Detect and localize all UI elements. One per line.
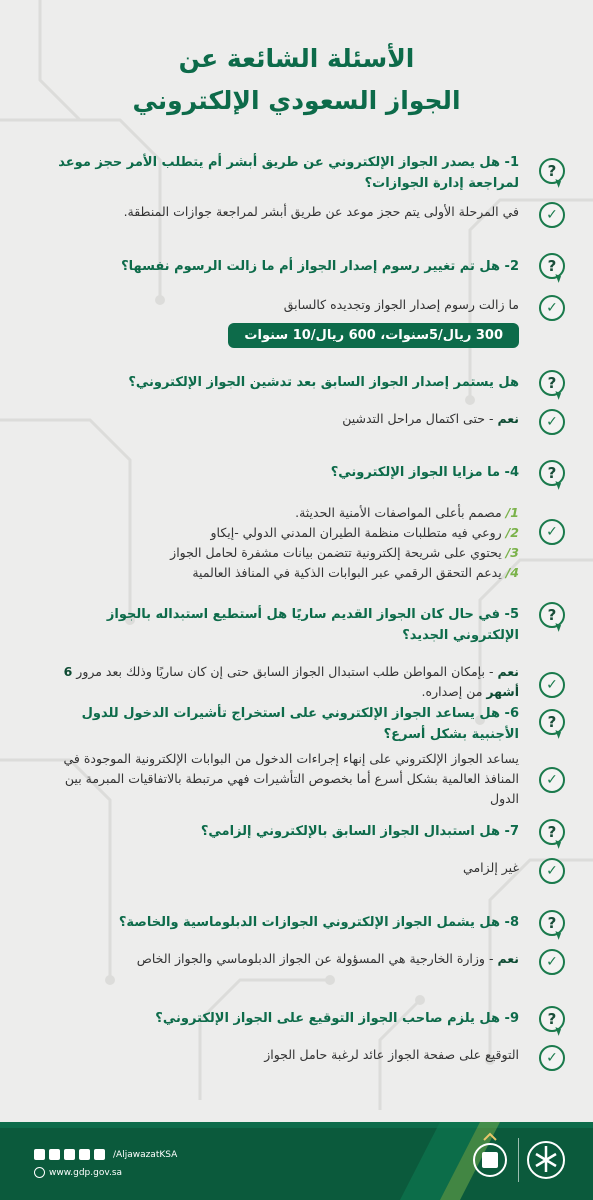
fees-badge: 300 ريال/5سنوات، 600 ريال/10 سنوات — [228, 323, 519, 348]
check-bubble-icon: ✓ — [539, 858, 565, 884]
list-item — [55, 523, 519, 543]
answer-text: غير إلزامي — [463, 860, 519, 875]
answer-yes: نعم — [497, 664, 519, 679]
check-bubble-icon: ✓ — [539, 409, 565, 435]
answer-row — [55, 503, 575, 583]
check-bubble-icon: ✓ — [539, 519, 565, 545]
question-row — [55, 1008, 575, 1029]
faq-item-9 — [55, 1008, 575, 1065]
title-line-1: الأسئلة الشائعة عن — [178, 44, 415, 73]
answer-row — [55, 409, 575, 429]
saudi-emblem-icon — [522, 1132, 570, 1188]
list-number: 3/ — [505, 545, 519, 560]
question-row — [55, 703, 575, 745]
answer-text: ما زالت رسوم إصدار الجواز وتجديده كالسابق — [283, 297, 519, 312]
answer-tail: من إصداره. — [421, 684, 487, 699]
question-row — [55, 912, 575, 933]
list-number: 2/ — [505, 525, 519, 540]
question-row — [55, 821, 575, 842]
passports-emblem-icon — [466, 1132, 514, 1188]
answer-text — [55, 949, 519, 969]
answer-yes: نعم — [497, 411, 519, 426]
list-item — [55, 563, 519, 583]
answer-text — [55, 662, 519, 702]
facebook-icon[interactable] — [64, 1149, 75, 1160]
question-bubble-icon: ? — [539, 910, 565, 936]
answer-detail: - بإمكان المواطن طلب استبدال الجواز السابق حتى إن كان ساريًا وذلك بعد مرور — [72, 664, 498, 679]
list-number: 1/ — [505, 505, 519, 520]
list-text: مصمم بأعلى المواصفات الأمنية الحديثة. — [295, 505, 502, 520]
faq-item-4 — [55, 462, 575, 583]
instagram-icon[interactable] — [79, 1149, 90, 1160]
faq-item-2 — [55, 256, 575, 348]
answer-row — [55, 202, 575, 222]
answer-text — [55, 409, 519, 429]
faq-item-3 — [55, 372, 575, 429]
check-bubble-icon: ✓ — [539, 672, 565, 698]
question-text: 8- هل يشمل الجواز الإلكتروني الجوازات الدبلوماسية والخاصة؟ — [118, 915, 519, 930]
question-row — [55, 152, 575, 194]
snapchat-icon[interactable] — [34, 1149, 45, 1160]
faq-item-5 — [55, 604, 575, 702]
question-text: 4- ما مزايا الجواز الإلكتروني؟ — [330, 465, 519, 480]
list-text: روعي فيه متطلبات منظمة الطيران المدني الدولي -إيكاو — [210, 525, 502, 540]
answer-row — [55, 949, 575, 969]
question-bubble-icon: ? — [539, 602, 565, 628]
faq-item-6 — [55, 703, 575, 809]
question-bubble-icon: ? — [539, 253, 565, 279]
youtube-icon[interactable] — [49, 1149, 60, 1160]
social-links — [34, 1149, 177, 1160]
list-number: 4/ — [505, 565, 519, 580]
check-bubble-icon: ✓ — [539, 202, 565, 228]
title-line-2: الجواز السعودي الإلكتروني — [132, 86, 461, 115]
answer-row — [55, 749, 575, 809]
list-item — [55, 503, 519, 523]
question-text: 2- هل تم تغيير رسوم إصدار الجواز أم ما زالت الرسوم نفسها؟ — [121, 259, 519, 274]
twitter-icon[interactable] — [94, 1149, 105, 1160]
question-bubble-icon: ? — [539, 158, 565, 184]
check-bubble-icon: ✓ — [539, 767, 565, 793]
question-row — [55, 256, 575, 277]
question-text: 7- هل استبدال الجواز السابق بالإلكتروني إلزامي؟ — [200, 824, 519, 839]
answer-detail: - وزارة الخارجية هي المسؤولة عن الجواز الدبلوماسي والجواز الخاص — [136, 951, 498, 966]
answer-text: في المرحلة الأولى يتم حجز موعد عن طريق أبشر لمراجعة جوازات المنطقة. — [123, 204, 519, 219]
logo-divider — [518, 1138, 519, 1182]
question-bubble-icon: ? — [539, 460, 565, 486]
question-bubble-icon: ? — [539, 370, 565, 396]
question-text: 1- هل يصدر الجواز الإلكتروني عن طريق أبشر أم يتطلب الأمر حجز موعد لمراجعة إدارة الجوازات؟ — [58, 155, 519, 191]
question-text: هل يستمر إصدار الجواز السابق بعد تدشين الجواز الإلكتروني؟ — [128, 375, 519, 390]
faq-item-1 — [55, 152, 575, 222]
answer-row — [55, 295, 575, 348]
list-text: يحتوي على شريحة إلكترونية تتضمن بيانات مشفرة لحامل الجواز — [170, 545, 502, 560]
check-bubble-icon: ✓ — [539, 295, 565, 321]
check-bubble-icon: ✓ — [539, 949, 565, 975]
answer-emphasis: 6 أشهر — [63, 664, 519, 699]
answer-text: التوقيع على صفحة الجواز عائد لرغبة حامل الجواز — [264, 1047, 519, 1062]
answer-row — [55, 662, 575, 702]
question-text: 6- هل يساعد الجواز الإلكتروني على استخراج تأشيرات الدخول للدول الأجنبية بشكل أسرع؟ — [81, 706, 519, 742]
website-url[interactable]: www.gdp.gov.sa — [49, 1167, 123, 1178]
answer-text: يساعد الجواز الإلكتروني على إنهاء إجراءات الدخول من البوابات الإلكترونية الموجودة في المنافذ العالمية بشكل أسرع أما بخصوص التأشيرات فهي مرتبطة بالاتفاقيات المبرمة بين الدول — [63, 751, 519, 806]
question-row — [55, 372, 575, 393]
question-text: 9- هل يلزم صاحب الجواز التوقيع على الجواز الإلكتروني؟ — [155, 1011, 519, 1026]
answer-yes: نعم — [497, 951, 519, 966]
question-text: 5- في حال كان الجواز القديم ساريًا هل أستطيع استبداله بالجواز الإلكتروني الجديد؟ — [106, 607, 519, 643]
question-bubble-icon: ? — [539, 709, 565, 735]
question-row — [55, 462, 575, 483]
list-item — [55, 543, 519, 563]
answer-row — [55, 1045, 575, 1065]
answer-row — [55, 858, 575, 878]
faq-item-7 — [55, 821, 575, 878]
globe-icon — [34, 1167, 45, 1178]
question-bubble-icon: ? — [539, 1006, 565, 1032]
website-link[interactable] — [34, 1167, 122, 1178]
faq-item-8 — [55, 912, 575, 969]
social-handle[interactable]: /AljawazatKSA — [113, 1149, 178, 1160]
answer-detail: - حتى اكتمال مراحل التدشين — [342, 411, 498, 426]
question-row — [55, 604, 575, 646]
check-bubble-icon: ✓ — [539, 1045, 565, 1071]
question-bubble-icon: ? — [539, 819, 565, 845]
list-text: يدعم التحقق الرقمي عبر البوابات الذكية في المنافذ العالمية — [192, 565, 502, 580]
page-title — [0, 38, 593, 122]
